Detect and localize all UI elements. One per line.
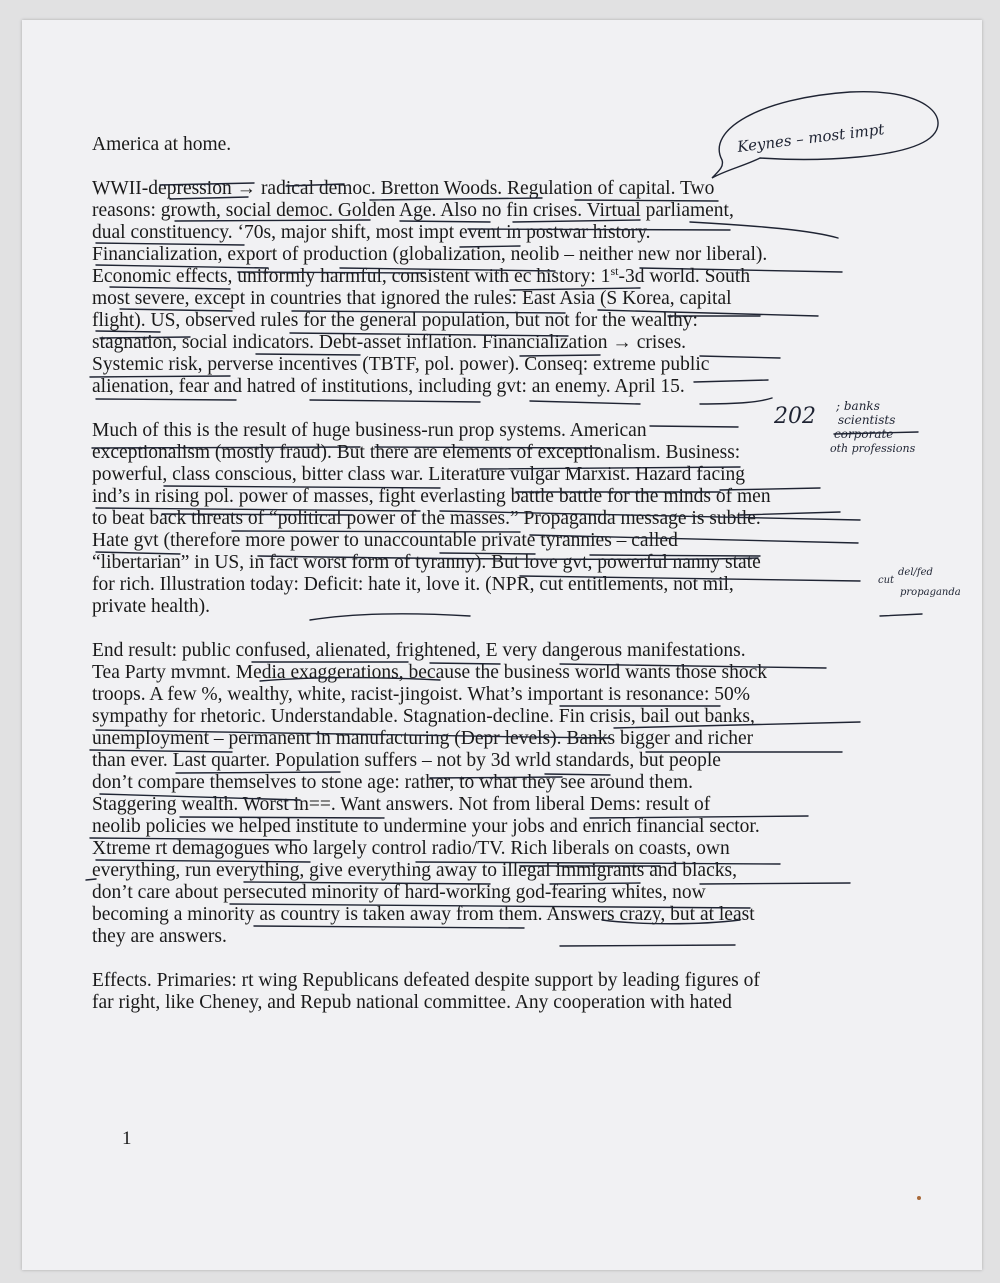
- text-line-12: exceptionalism (mostly fraud). But there are elements of exceptionalism. Business:: [92, 442, 741, 463]
- text-line-20: End result: public confused, alienated, frightened, E very dangerous manifestations.: [92, 640, 746, 661]
- text-line-4: Financialization, export of production (globalization, neolib – neither new nor liberal).: [92, 244, 768, 265]
- text-line-13: powerful, class conscious, bitter class war. Literature vulgar Marxist. Hazard facing: [92, 464, 746, 485]
- text-line-10: alienation, fear and hatred of institutions, including gvt: an enemy. April 15.: [92, 376, 685, 397]
- text-line-9: Systemic risk, perverse incentives (TBTF, pol. power). Conseq: extreme public: [92, 354, 710, 375]
- text-line-5-sup: st: [610, 264, 619, 278]
- text-line-34: Effects. Primaries: rt wing Republicans defeated despite support by leading figures of: [92, 970, 760, 991]
- text-line-19: private health).: [92, 596, 211, 617]
- text-line-7: flight). US, observed rules for the general population, but not for the wealthy:: [92, 310, 698, 331]
- note-202: 202: [774, 404, 816, 429]
- text-line-14: ind’s in rising pol. power of masses, fight everlasting battle battle for the minds of men: [92, 486, 771, 507]
- text-line-16: Hate gvt (therefore more power to unaccountable private tyrannies – called: [92, 530, 678, 551]
- text-line-32: becoming a minority as country is taken away from them. Answers crazy, but at least: [92, 904, 755, 925]
- text-line-27: Staggering wealth. Worst in==. Want answers. Not from liberal Dems: result of: [92, 794, 711, 815]
- note-corporate: corporate: [834, 427, 894, 441]
- text-line-15: to beat back threats of “political power of the masses.” Propaganda message is subtle.: [92, 508, 761, 529]
- text-line-21: Tea Party mvmnt. Media exaggerations, because the business world wants those shock: [92, 662, 768, 683]
- text-line-11: Much of this is the result of huge business-run prop systems. American: [92, 420, 647, 441]
- note-margin-2: del/fed: [898, 567, 933, 578]
- text-line-28: neolib policies we helped institute to undermine your jobs and enrich financial sector.: [92, 816, 760, 837]
- text-line-35: far right, like Cheney, and Repub national committee. Any cooperation with hated: [92, 992, 732, 1013]
- text-line-25: than ever. Last quarter. Population suffers – not by 3d wrld standards, but people: [92, 750, 721, 771]
- text-line-5: [92, 266, 750, 288]
- text-line-3: dual constituency. ‘70s, major shift, most impt event in postwar history.: [92, 222, 651, 243]
- note-margin-1: cut: [878, 575, 895, 586]
- text-line-1: WWII-depression → radical democ. Bretton Woods. Regulation of capital. Two: [92, 178, 715, 199]
- document-title: America at home.: [92, 134, 232, 155]
- text-line-2: reasons: growth, social democ. Golden Age. Also no fin crises. Virtual parliament,: [92, 200, 734, 221]
- text-line-22: troops. A few %, wealthy, white, racist-jingoist. What’s important is resonance: 50%: [92, 684, 750, 705]
- text-line-33: they are answers.: [92, 926, 227, 947]
- note-scientists: scientists: [838, 413, 896, 427]
- text-line-17: “libertarian” in US, in fact worst form of tyranny). But love gvt, powerful nanny state: [92, 552, 761, 573]
- page-number: 1: [122, 1128, 132, 1149]
- note-bubble-text: Keynes – most impt: [736, 120, 886, 156]
- text-line-26: don’t compare themselves to stone age: rather, to what they see around them.: [92, 772, 694, 793]
- text-line-5-main: Economic effects, uniformly harmful, consistent with ec history: 1: [92, 266, 611, 287]
- note-margin-3: propaganda: [900, 587, 961, 598]
- text-line-5-tail: -3d world. South: [618, 266, 751, 287]
- text-line-23: sympathy for rhetoric. Understandable. Stagnation-decline. Fin crisis, bail out banks,: [92, 706, 755, 727]
- text-line-6: most severe, except in countries that ignored the rules: East Asia (S Korea, capital: [92, 288, 732, 309]
- paper-speck: [917, 1196, 921, 1200]
- note-banks: ; banks: [836, 399, 880, 413]
- note-professions: oth professions: [830, 442, 916, 455]
- text-line-24: unemployment – permanent in manufacturing (Depr levels). Banks bigger and richer: [92, 728, 754, 749]
- text-line-18: for rich. Illustration today: Deficit: hate it, love it. (NPR, cut entitlements, not mil,: [92, 574, 734, 595]
- text-line-31: don’t care about persecuted minority of hard-working god-fearing whites, now: [92, 882, 706, 903]
- text-line-8: stagnation, social indicators. Debt-asset inflation. Financialization → crises.: [92, 332, 687, 353]
- text-line-29: Xtreme rt demagogues who largely control radio/TV. Rich liberals on coasts, own: [92, 838, 730, 859]
- text-line-30: everything, run everything, give everything away to illegal immigrants and blacks,: [92, 860, 737, 881]
